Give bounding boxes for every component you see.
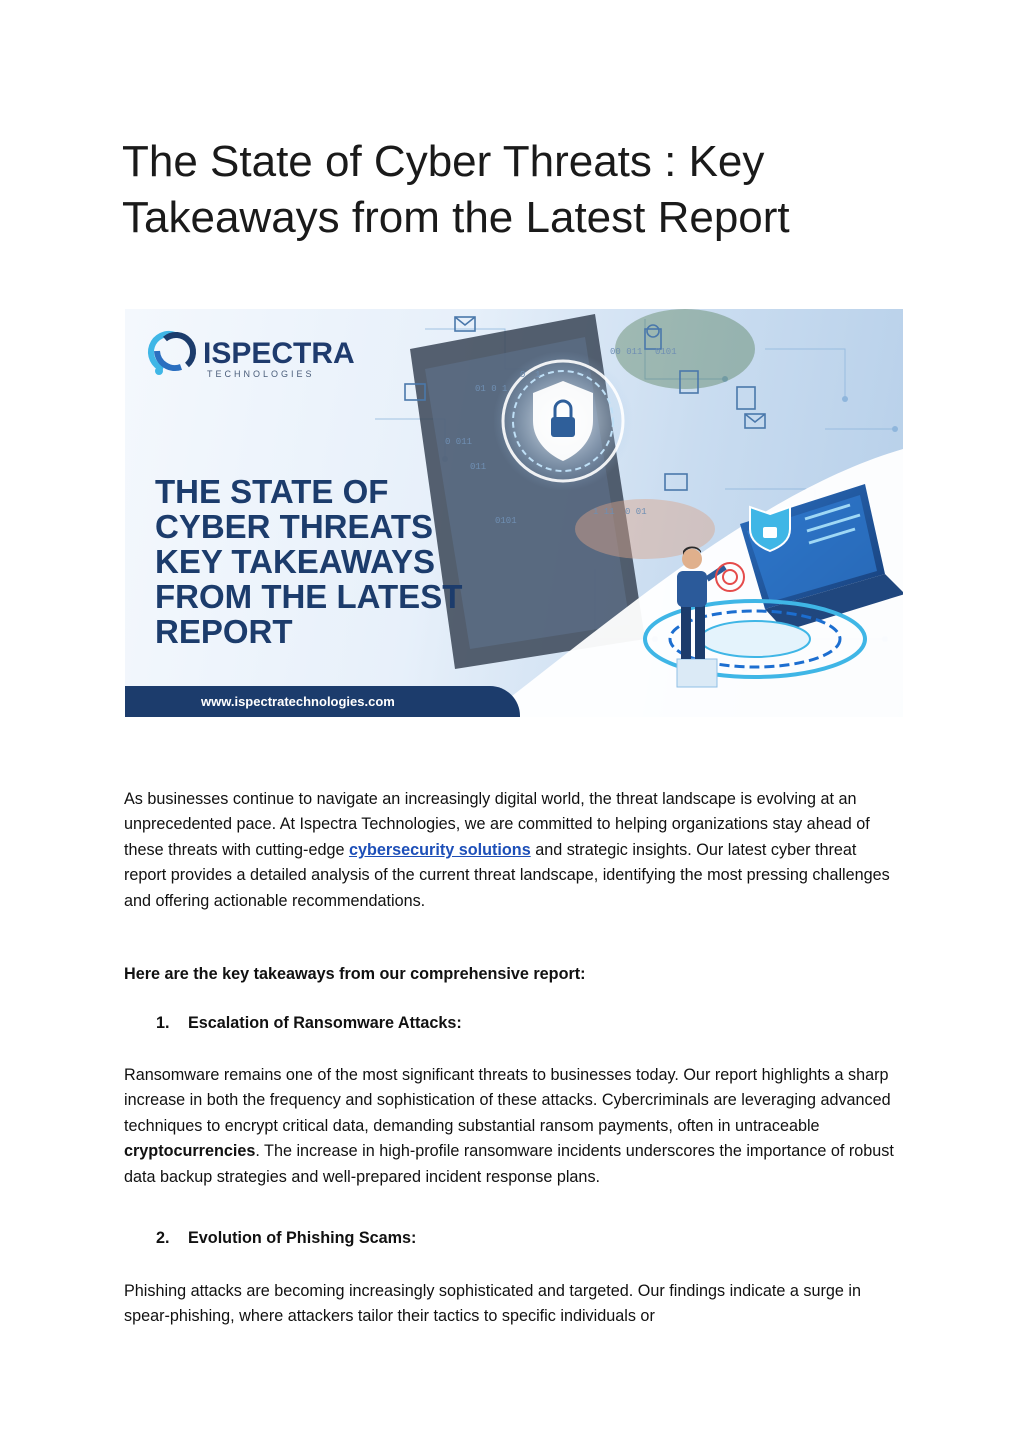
binary-label-2: 0101: [655, 347, 677, 357]
section-paragraph-2: Phishing attacks are becoming increasingly sophisticated and targeted. Our findings indicate a surge in spear-phishing, where attackers tailor their tactics to specific individuals or: [124, 1282, 861, 1326]
hero-banner-image: [125, 309, 903, 717]
binary-label-4: 0 011: [445, 437, 473, 447]
ispectra-logo-mark: [151, 334, 193, 375]
logo-subtitle: TECHNOLOGIES: [207, 369, 315, 379]
section-heading-text: Escalation of Ransomware Attacks:: [188, 1014, 462, 1032]
banner-headline-line: KEY TAKEAWAYS: [155, 543, 435, 580]
section-paragraph-1: [124, 1063, 894, 1190]
banner-headline-line: THE STATE OF: [155, 473, 389, 510]
lock-icon: [763, 527, 777, 538]
document-icon: [737, 387, 755, 409]
binary-label-10: 1: [535, 370, 541, 380]
banner-headline-line: FROM THE LATEST: [155, 578, 463, 615]
cybersecurity-solutions-link[interactable]: cybersecurity solutions: [348, 840, 531, 859]
binary-label-1: 00 011: [610, 347, 643, 357]
section-heading-1: [156, 1011, 462, 1036]
section-heading-text: Evolution of Phishing Scams:: [188, 1229, 417, 1247]
logo-name: ISPECTRA: [203, 337, 355, 370]
page-title: The State of Cyber Threats : Key Takeaways from the Latest Report: [122, 137, 790, 242]
binary-label-3: 01 0 1: [475, 384, 508, 394]
section-text-end: . The increase in high-profile ransomware incidents underscores the importance of robust data backup strategies and well-prepared incident response plans.: [124, 1142, 894, 1186]
intro-text-end: and strategic insights. Our latest cyber threat report provides a detailed analysis of the current threat landscape, identifying the most pressing challenges and offering actionable recommendations.: [124, 840, 890, 910]
takeaways-lead: Here are the key takeaways from our comprehensive report:: [124, 965, 586, 983]
lock-icon: [551, 417, 575, 437]
cryptocurrencies-term: cryptocurrencies: [124, 1142, 256, 1161]
website-url: www.ispectratechnologies.com: [125, 686, 520, 717]
binary-label-8: 0 01: [625, 507, 647, 517]
banner-headline: [155, 474, 515, 649]
section-number: 2.: [156, 1229, 170, 1247]
banner-headline-line: CYBER THREATS: [155, 508, 434, 545]
section-text-start: Ransomware remains one of the most significant threats to businesses today. Our report highlights a sharp increase in both the frequency and sophistication of these attacks. Cybercriminals are leveraging advanced techniques to encrypt critical data, demanding substantial ransom payments, often in untraceable: [124, 1066, 891, 1135]
section-heading-2: [156, 1226, 416, 1251]
binary-label-6: 0101: [495, 516, 517, 526]
binary-label-7: 1 11: [593, 507, 615, 517]
intro-paragraph: [124, 787, 894, 914]
section-number: 1.: [156, 1014, 170, 1032]
binary-label-5: 011: [470, 462, 487, 472]
intro-text-start: As businesses continue to navigate an increasingly digital world, the threat landscape is evolving at an unprecedented pace. At Ispectra Technologies, we are committed to helping organizations stay ahead of these threats with cutting-edge: [124, 790, 870, 859]
banner-headline-line: REPORT: [155, 613, 293, 650]
binary-label-9: 0: [520, 370, 526, 380]
folder-icon: [665, 474, 687, 490]
